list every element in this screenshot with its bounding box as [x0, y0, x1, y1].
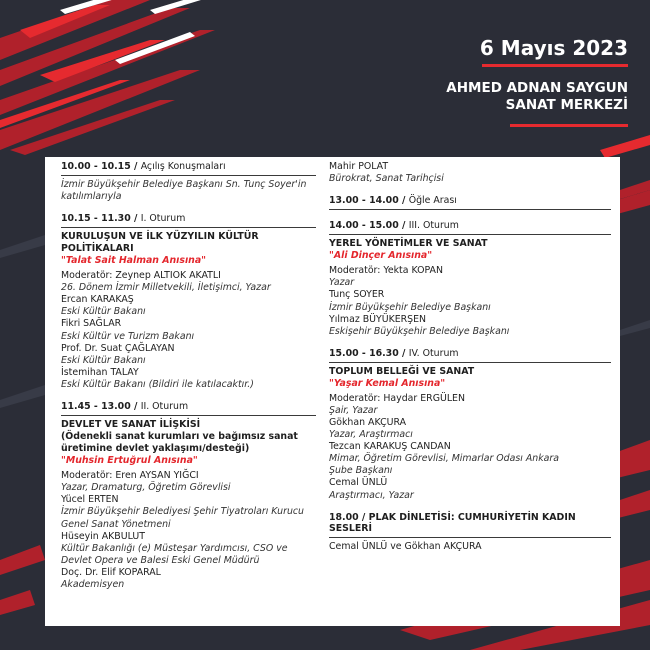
speaker-name: Moderatör: Eren AYSAN YIĞCI — [61, 470, 199, 482]
memorial-dedication: "Muhsin Ertuğrul Anısına" — [61, 455, 198, 467]
speaker-role: Yazar, Dramaturg, Öğretim Görevlisi — [61, 482, 231, 494]
record-listening-block — [329, 512, 611, 554]
event-date: 6 Mayıs 2023 — [479, 36, 628, 60]
program-panel — [45, 157, 620, 626]
speaker-role: Mimar, Öğretim Görevlisi, Mimarlar Odası Ankara — [329, 453, 559, 465]
speaker-role: Eski Kültür Bakanı — [61, 306, 146, 318]
session-time-row: 13.00 - 14.00 / Öğle Arası — [329, 195, 611, 210]
memorial-dedication: "Ali Dinçer Anısına" — [329, 250, 433, 262]
speaker-role: Akademisyen — [61, 579, 125, 591]
speaker-name: Yücel ERTEN — [61, 494, 119, 506]
session-title: YEREL YÖNETİMLER VE SANAT — [329, 238, 488, 250]
session-time: 13.00 - 14.00 — [329, 195, 399, 207]
speaker-name: Tunç SOYER — [329, 289, 385, 301]
session-label: IV. Oturum — [408, 347, 459, 359]
speaker-name: Gökhan AKÇURA — [329, 417, 407, 428]
session-title: POLİTİKALARI — [61, 243, 134, 255]
session-time: 10.00 - 10.15 — [61, 161, 131, 172]
speaker-role: Şair, Yazar — [329, 404, 378, 416]
session-subtitle: (Ödenekli sanat kurumları ve bağımsız sanat — [61, 430, 298, 442]
session-time: 15.00 - 16.30 — [329, 347, 399, 359]
opening-detail: İzmir Büyükşehir Belediye Başkanı Sn. Tunç Soyer'in — [61, 179, 307, 191]
speaker-name: Yılmaz BÜYÜKERŞEN — [329, 313, 427, 325]
session-label: I. Oturum — [140, 213, 186, 225]
speaker-role: Devlet Opera ve Balesi Eski Genel Müdürü — [61, 554, 260, 566]
speaker-role: Şube Başkanı — [329, 465, 393, 477]
speaker-name: Moderatör: Haydar ERGÜLEN — [329, 392, 465, 404]
speaker-name: Doç. Dr. Elif KOPARAL — [61, 566, 161, 578]
session-time-row: 15.00 - 16.30 / IV. Oturum — [329, 348, 611, 363]
session-time-row: 10.00 - 10.15 / Açılış Konuşmaları — [61, 161, 316, 176]
speaker-role: Eski Kültür Bakanı — [61, 354, 146, 366]
session-title: TOPLUM BELLEĞİ VE SANAT — [329, 365, 475, 377]
memorial-dedication: "Talat Sait Halman Anısına" — [61, 254, 207, 266]
session-3-block — [329, 220, 611, 338]
program-right-column — [329, 161, 611, 563]
speaker-name: Ercan KARAKAŞ — [61, 294, 134, 306]
session-label: Öğle Arası — [408, 195, 457, 207]
speaker-role: Eski Kültür ve Turizm Bakanı — [61, 330, 195, 342]
session-label: II. Oturum — [140, 401, 189, 412]
speaker-name: Fikri SAĞLAR — [61, 318, 122, 330]
session-time: 11.45 - 13.00 — [61, 401, 131, 412]
record-performers: Cemal ÜNLÜ ve Gökhan AKÇURA — [329, 541, 482, 553]
speaker-name: Cemal ÜNLÜ — [329, 477, 388, 489]
date-underline — [482, 64, 628, 67]
speaker-name: Hüseyin AKBULUT — [61, 530, 145, 542]
speaker-role: İzmir Büyükşehir Belediyesi Şehir Tiyatroları Kurucu — [61, 506, 305, 518]
speaker-role: Bürokrat, Sanat Tarihçisi — [329, 173, 444, 185]
session-time: 10.15 - 11.30 — [61, 213, 131, 225]
speaker-role: Yazar — [329, 277, 355, 289]
session-1-block — [61, 213, 316, 391]
speaker-name: Moderatör: Yekta KOPAN — [329, 265, 443, 277]
session-title: DEVLET VE SANAT İLİŞKİSİ — [61, 419, 201, 431]
session-label: Açılış Konuşmaları — [140, 161, 226, 172]
session-4-block — [329, 348, 611, 502]
session-2-continued — [329, 161, 611, 185]
speaker-name: Moderatör: Zeynep ALTIOK AKATLI — [61, 270, 221, 282]
speaker-name: Prof. Dr. Suat ÇAĞLAYAN — [61, 342, 175, 354]
speaker-role: Genel Sanat Yönetmeni — [61, 518, 171, 530]
speaker-role: İzmir Büyükşehir Belediye Başkanı — [329, 301, 491, 313]
lunch-block — [329, 195, 611, 210]
speaker-role: Eski Kültür Bakanı (Bildiri ile katılacaktır.) — [61, 378, 254, 390]
speaker-name: Mahir POLAT — [329, 161, 389, 172]
session-time-row: 11.45 - 13.00 / II. Oturum — [61, 401, 316, 416]
session-time-row: 10.15 - 11.30 / I. Oturum — [61, 213, 316, 228]
speaker-role: Araştırmacı, Yazar — [329, 489, 414, 501]
opening-detail: katılımlarıyla — [61, 191, 122, 203]
session-time-row: 14.00 - 15.00 / III. Oturum — [329, 220, 611, 235]
memorial-dedication: "Yaşar Kemal Anısına" — [329, 377, 446, 389]
session-title: KURULUŞUN VE İLK YÜZYILIN KÜLTÜR — [61, 231, 259, 243]
venue-line-1: AHMED ADNAN SAYGUN — [446, 80, 628, 96]
speaker-role: Eskişehir Büyükşehir Belediye Başkanı — [329, 325, 510, 337]
record-title: 18.00 / PLAK DİNLETİSİ: CUMHURİYETİN KADIN — [329, 511, 576, 523]
speaker-role: Yazar, Araştırmacı — [329, 429, 413, 441]
session-label: III. Oturum — [408, 220, 459, 232]
speaker-name: İstemihan TALAY — [61, 366, 139, 378]
speaker-role: 26. Dönem İzmir Milletvekili, İletişimci, Yazar — [61, 282, 271, 294]
venue-underline — [510, 124, 628, 127]
session-time: 14.00 - 15.00 — [329, 220, 399, 232]
speaker-role: Kültür Bakanlığı (e) Müsteşar Yardımcısı, CSO ve — [61, 542, 288, 554]
venue-line-2: SANAT MERKEZİ — [505, 97, 628, 113]
speaker-name: Tezcan KARAKUŞ CANDAN — [329, 441, 451, 453]
opening-block — [61, 161, 316, 203]
program-left-column — [61, 161, 316, 601]
session-2-block — [61, 401, 316, 591]
session-subtitle: üretimine devlet yaklaşımı/desteği) — [61, 442, 250, 454]
record-title: SESLERİ — [329, 523, 611, 538]
